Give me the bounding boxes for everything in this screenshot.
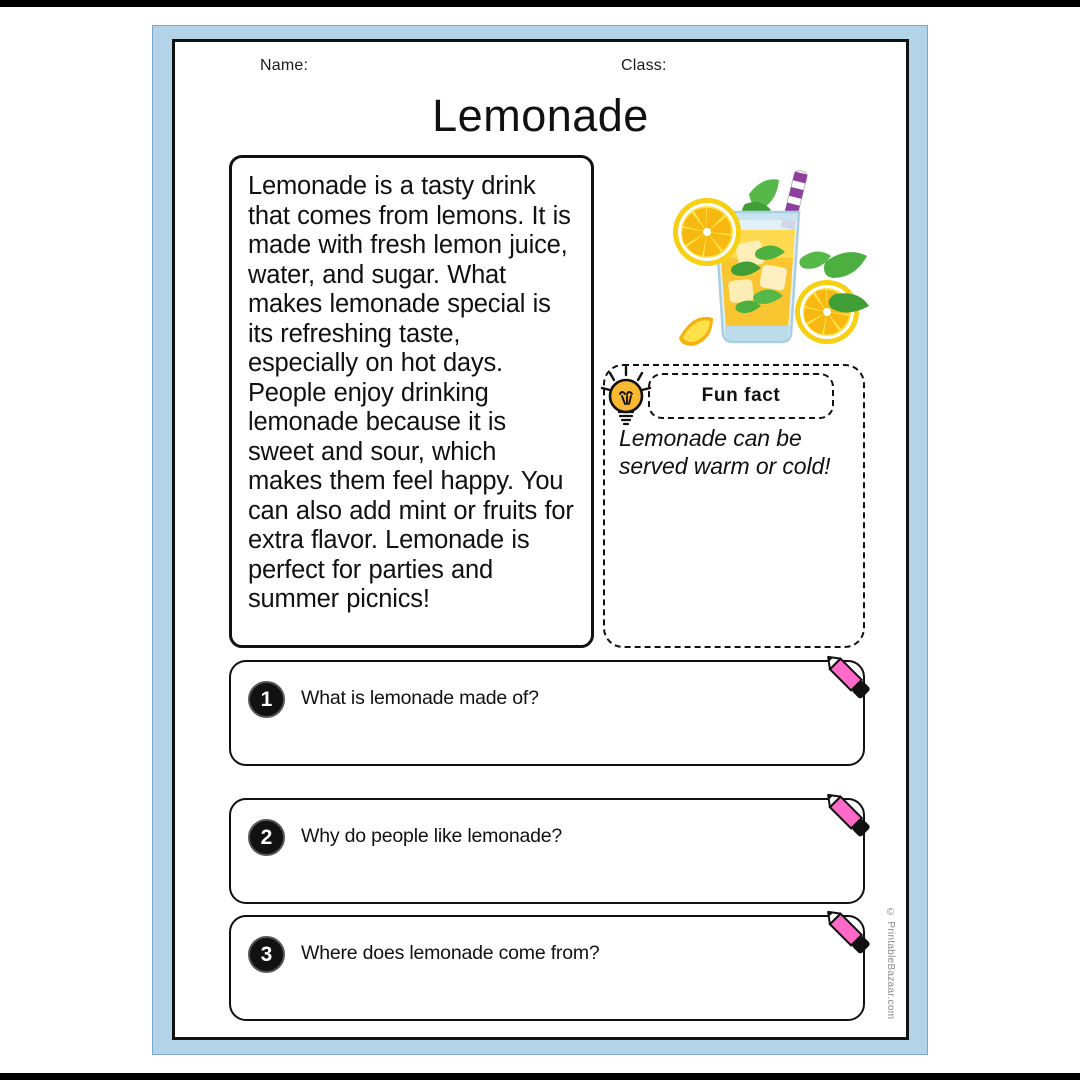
question-number-badge — [248, 819, 285, 856]
fun-fact-label-pill — [648, 373, 834, 419]
question-number: 1 — [260, 688, 273, 711]
bottom-edge-band — [0, 1073, 1080, 1080]
question-text: Why do people like lemonade? — [301, 825, 563, 847]
question-box-2[interactable] — [229, 798, 865, 904]
question-box-1[interactable] — [229, 660, 865, 766]
header-row — [175, 57, 906, 85]
page-title: Lemonade — [432, 90, 649, 141]
reading-passage-box — [229, 155, 594, 648]
pencil-icon — [818, 784, 880, 846]
question-text: Where does lemonade come from? — [301, 942, 600, 964]
pencil-icon — [818, 901, 880, 963]
reading-passage-text: Lemonade is a tasty drink that comes from lemons. It is made with fresh lemon juice, water, and sugar. What makes lemonade special is its refreshing taste, especially on hot days. People enjoy drinking lemonade because it is sweet and sour, which makes them feel happy. You can also add mint or fruits for extra flavor. Lemonade is perfect for parties and summer picnics! — [248, 172, 574, 613]
fun-fact-text: Lemonade can be served warm or cold! — [619, 425, 831, 479]
question-text: What is lemonade made of? — [301, 687, 539, 709]
top-edge-band — [0, 0, 1080, 7]
question-number-badge — [248, 936, 285, 973]
question-number: 3 — [260, 943, 273, 966]
lightbulb-icon — [598, 364, 654, 430]
question-number-badge — [248, 681, 285, 718]
name-field-label: Name: — [260, 57, 309, 74]
question-number: 2 — [260, 826, 273, 849]
lemonade-glass-illustration — [637, 154, 877, 354]
class-field-label: Class: — [621, 57, 667, 74]
pencil-icon — [818, 646, 880, 708]
copyright-watermark: © PrintableBazaar.com — [885, 906, 896, 1019]
fun-fact-label-text: Fun fact — [701, 385, 781, 406]
question-box-3[interactable] — [229, 915, 865, 1021]
worksheet-sheet — [172, 39, 909, 1040]
